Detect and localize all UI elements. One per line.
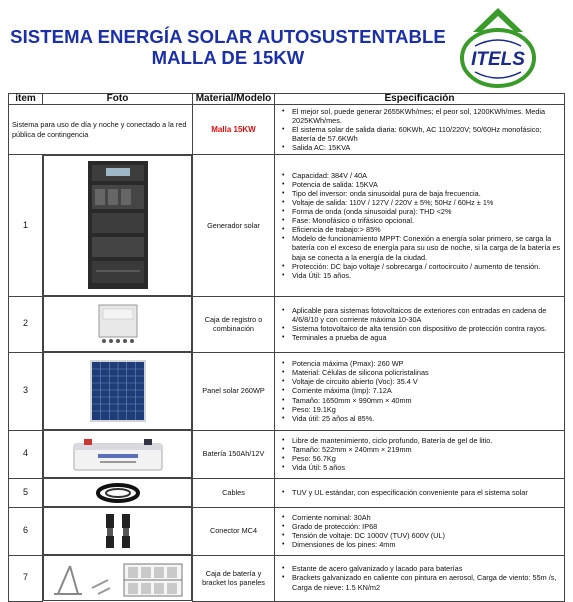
photo-solar-panel	[43, 352, 192, 430]
spec-item: • Libre de mantenimiento, ciclo profundo, Batería de gel de litio.	[292, 436, 561, 445]
spec-item: • Estante de acero galvanizado y lacado para baterías	[292, 564, 561, 573]
combiner-box-image	[93, 301, 143, 347]
photo-mc4-connector	[43, 507, 192, 555]
spec-cell	[275, 155, 565, 297]
spec-item: • Capacidad: 384V / 40A	[292, 171, 561, 180]
spec-item: • Fase: Monofásico o trifásico opcional.	[292, 216, 561, 225]
col-header-spec: Especificación	[275, 94, 565, 105]
spec-item: • Potencia de salida: 15KVA	[292, 180, 561, 189]
spec-item: • Sistema fotovoltaico de alta tensión con dispositivo de protección contra rayos.	[292, 324, 561, 333]
spec-cell	[275, 507, 565, 555]
item-number: 7	[9, 555, 43, 601]
document-title	[8, 26, 448, 68]
rack-and-bracket-image	[48, 558, 188, 598]
spec-item: • Peso: 56.7Kg	[292, 454, 561, 463]
mc4-connector-image	[98, 510, 138, 552]
spec-item: • Tensión de voltaje: DC 1000V (TUV) 600V (UL)	[292, 531, 561, 540]
item-number: 3	[9, 352, 43, 430]
spec-item: • El sistema solar de salida diaria: 60KWh, AC 110/220V; 50/60Hz monofásico; Batería de 57.6KWh	[292, 125, 561, 143]
material-name: Batería 150Ah/12V	[193, 430, 275, 478]
material-name: Caja de batería y bracket los paneles	[193, 555, 275, 601]
col-header-item: ítem	[9, 94, 43, 105]
spec-item: • TUV y UL estándar, con especificación conveniente para el sistema solar	[292, 488, 561, 497]
spec-item: • Forma de onda (onda sinusoidal pura): THD <2%	[292, 207, 561, 216]
material-name: Panel solar 260WP	[193, 352, 275, 430]
table-row	[9, 478, 565, 507]
spec-item: • Terminales a prueba de agua	[292, 333, 561, 342]
item-number: 6	[9, 507, 43, 555]
spec-item: • Voltaje de circuito abierto (Voc): 35.4 V	[292, 377, 561, 386]
spec-item: • El mejor sol, puede generar 2655KWh/mes; el peor sol, 1200KWh/mes. Media 2025KWh/mes.	[292, 107, 561, 125]
col-header-material: Material/Modelo	[193, 94, 275, 105]
material-name: Conector MC4	[193, 507, 275, 555]
material-name: Caja de registro o combinación	[193, 296, 275, 352]
photo-cables	[43, 478, 192, 507]
spec-cell	[275, 430, 565, 478]
spec-item: • Corriente nominal: 30Ah	[292, 513, 561, 522]
intro-description: Sistema para uso de día y noche y conectado a la red pública de contingencia	[9, 105, 193, 155]
photo-battery-rack-brackets	[43, 555, 192, 601]
svg-text:ITELS: ITELS	[471, 49, 525, 70]
table-row	[9, 430, 565, 478]
item-number: 2	[9, 296, 43, 352]
spec-table	[8, 93, 565, 602]
spec-cell	[275, 555, 565, 601]
item-number: 1	[9, 155, 43, 297]
spec-item: • Vida útil: 25 años al 85%.	[292, 414, 561, 423]
spec-item: • Dimensiones de los pines: 4mm	[292, 540, 561, 549]
spec-item: • Grado de protección: IP68	[292, 522, 561, 531]
spec-item: • Tipo del inversor: onda sinusoidal pura de baja frecuencia.	[292, 189, 561, 198]
photo-battery	[43, 430, 192, 478]
spec-item: • Peso: 19.1Kg	[292, 405, 561, 414]
spec-item: • Corriente máxima (Imp): 7.12A	[292, 386, 561, 395]
material-name: Generador solar	[193, 155, 275, 297]
spec-cell	[275, 296, 565, 352]
spec-item: • Tamaño: 1650mm × 990mm × 40mm	[292, 396, 561, 405]
battery-image	[70, 436, 166, 472]
spec-item: • Salida AC: 15KVA	[292, 143, 561, 152]
table-row	[9, 352, 565, 430]
itels-logo	[455, 6, 541, 90]
intro-spec	[275, 105, 565, 155]
material-name: Cables	[193, 478, 275, 507]
table-header-row	[9, 94, 565, 105]
solar-panel-image	[86, 358, 150, 424]
table-row	[9, 155, 565, 297]
spec-item: • Potencia máxima (Pmax): 260 WP	[292, 359, 561, 368]
header	[0, 0, 573, 92]
spec-cell	[275, 352, 565, 430]
spec-item: • Eficiencia de trabajo:> 85%	[292, 225, 561, 234]
spec-item: • Protección: DC bajo voltaje / sobrecarga / cortocircuito / aumento de tensión.	[292, 262, 561, 271]
table-row-intro	[9, 105, 565, 155]
table-row	[9, 555, 565, 601]
solar-generator-cabinet-image	[84, 159, 152, 293]
spec-item: • Material: Células de silicona policristalinas	[292, 368, 561, 377]
spec-item: • Aplicable para sistemas fotovoltaicos de exteriores con entradas en cadena de 4/6/8/10 y con corriente máxima 10-30A	[292, 306, 561, 324]
spec-item: • Voltaje de salida: 110V / 127V / 220V ± 5%; 50Hz / 60Hz ± 1%	[292, 198, 561, 207]
title-line-2: MALLA DE 15KW	[151, 47, 305, 68]
spec-item: • Tamaño: 522mm × 240mm × 219mm	[292, 445, 561, 454]
title-line-1: SISTEMA ENERGÍA SOLAR AUTOSUSTENTABLE	[10, 26, 446, 47]
spec-cell	[275, 478, 565, 507]
item-number: 5	[9, 478, 43, 507]
photo-solar-generator	[43, 155, 192, 296]
cable-coil-image	[93, 482, 143, 504]
table-row	[9, 507, 565, 555]
spec-item: • Modelo de funcionamiento MPPT: Conexión a energía solar primero, se carga la batería con el exceso de energía para su uso de noche, si la carga de la batería es baja se conecta a la energía de la ciudad.	[292, 234, 561, 261]
table-row	[9, 296, 565, 352]
spec-item: • Vida Útil: 5 años	[292, 463, 561, 472]
spec-item: • Brackets galvanizado en caliente con pintura en aerosol, Carga de viento: 55m /s, Carga de nieve: 1.5 KN/m2	[292, 573, 561, 591]
intro-material: Malla 15KW	[193, 105, 275, 155]
item-number: 4	[9, 430, 43, 478]
photo-combiner-box	[43, 296, 192, 352]
spec-item: • Vida Útil: 15 años.	[292, 271, 561, 280]
col-header-foto: Foto	[43, 94, 193, 105]
